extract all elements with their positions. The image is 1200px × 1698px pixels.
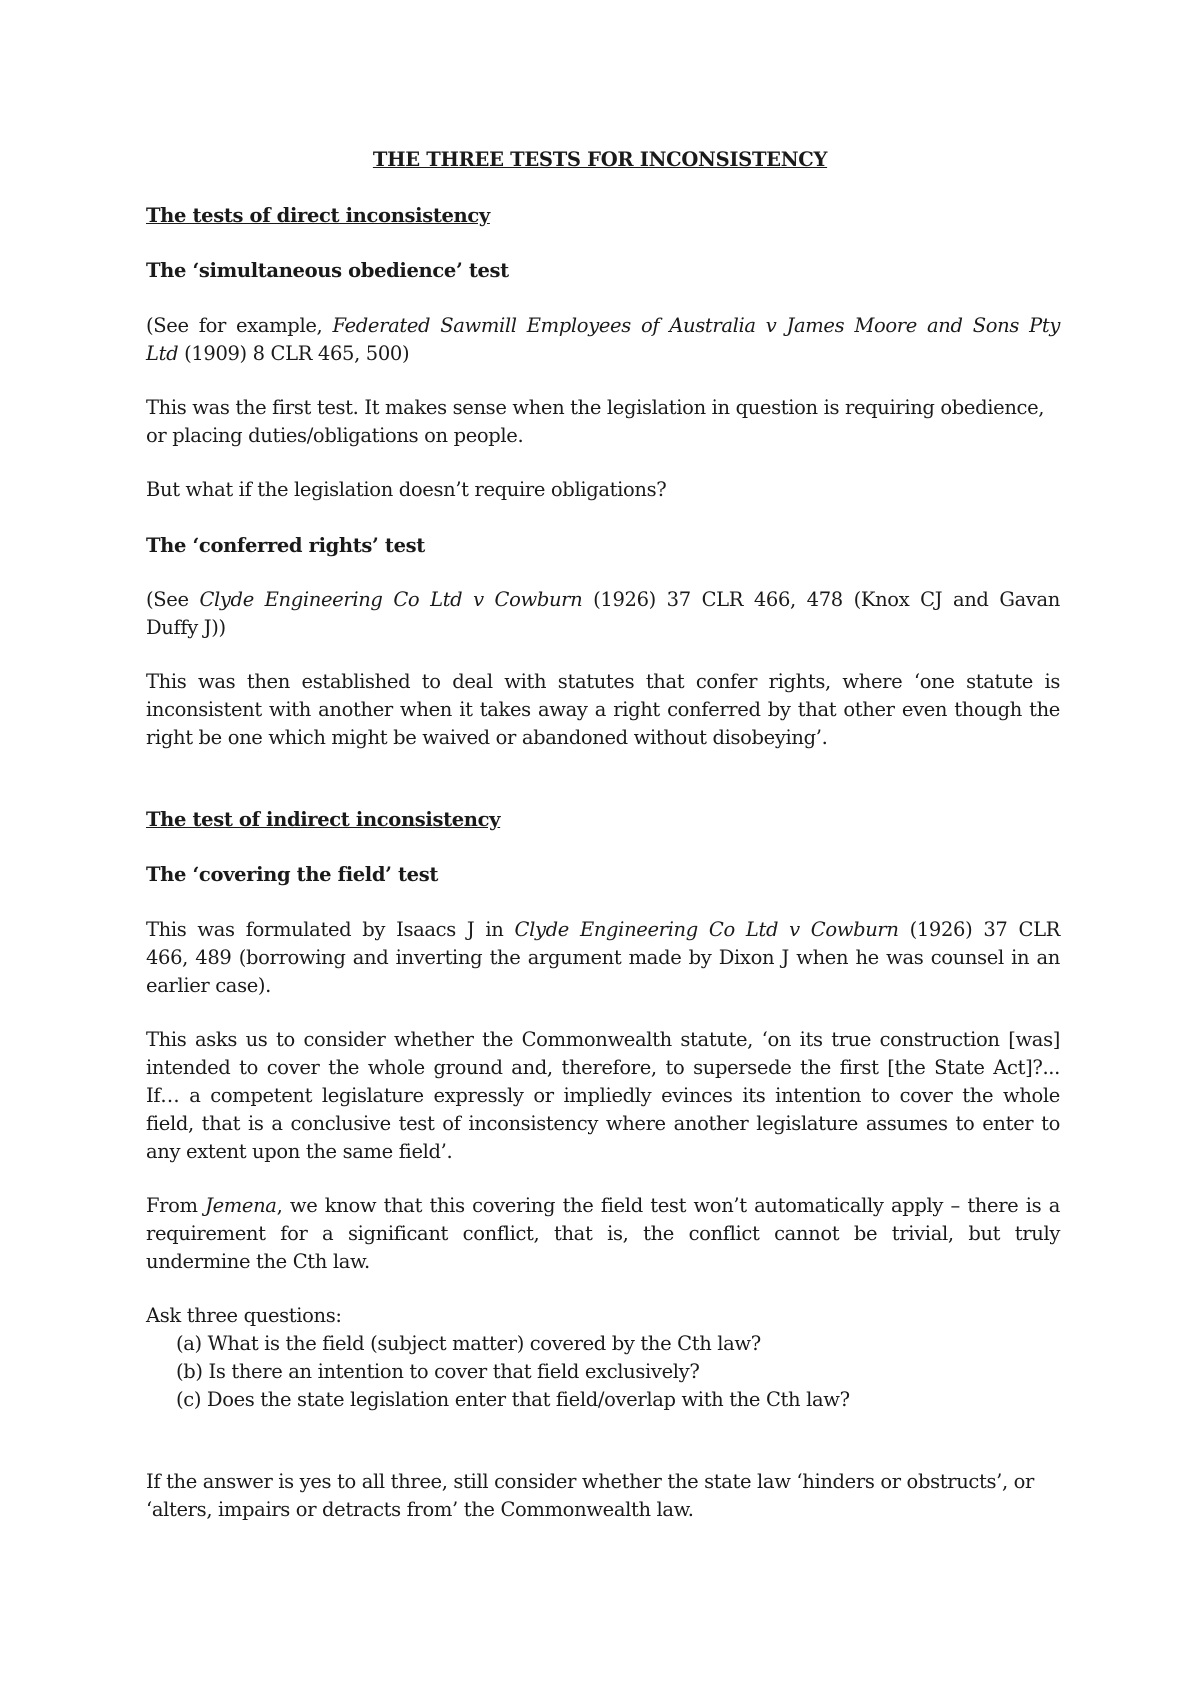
- paragraph-line: [146, 1192, 1060, 1220]
- paragraph-line: If the answer is yes to all three, still consider whether the state law ‘hinders or obstructs’, or: [146, 1470, 1035, 1493]
- subheading-simultaneous-obedience: The ‘simultaneous obedience’ test: [146, 259, 509, 282]
- list-item: (a) What is the field (subject matter) covered by the Cth law?: [176, 1332, 761, 1355]
- paragraph-line: right be one which might be waived or abandoned without disobeying’.: [146, 726, 828, 749]
- citation-line-2: Duffy J)): [146, 616, 226, 639]
- paragraph-line: undermine the Cth law.: [146, 1250, 370, 1273]
- paragraph-line: This was the first test. It makes sense when the legislation in question is requiring obedience,: [146, 396, 1045, 419]
- subheading-covering-the-field: The ‘covering the field’ test: [146, 863, 439, 886]
- paragraph-line: ‘alters, impairs or detracts from’ the Commonwealth law.: [146, 1498, 694, 1521]
- paragraph-line: But what if the legislation doesn’t require obligations?: [146, 478, 667, 501]
- paragraph-text: This was formulated by Isaacs J in: [146, 918, 515, 941]
- paragraph-line: 466, 489 (borrowing and inverting the argument made by Dixon J when he was counsel in an: [146, 946, 1060, 969]
- list-item: (b) Is there an intention to cover that field exclusively?: [176, 1360, 700, 1383]
- paragraph-line: field, that is a conclusive test of inconsistency where another legislature assumes to enter to: [146, 1112, 1060, 1135]
- paragraph-text: , we know that this covering the field test won’t automatically apply – there is a: [276, 1194, 1061, 1217]
- citation-text: (1926) 37 CLR 466, 478 (Knox CJ and Gavan: [582, 588, 1060, 611]
- section-heading-direct: The tests of direct inconsistency: [146, 204, 490, 227]
- paragraph-line: requirement for a significant conflict, that is, the conflict cannot be trivial, but truly: [146, 1222, 1060, 1245]
- case-name: Federated Sawmill Employees of Australia v James Moore and Sons Pty: [332, 314, 1061, 337]
- citation-text: (See for example,: [146, 314, 333, 337]
- case-name: Ltd: [146, 342, 179, 365]
- paragraph-line: inconsistent with another when it takes away a right conferred by that other even though the: [146, 698, 1060, 721]
- paragraph-line: This asks us to consider whether the Commonwealth statute, ‘on its true construction [was]: [146, 1028, 1060, 1051]
- paragraph-line: earlier case).: [146, 974, 272, 997]
- section-heading-indirect: The test of indirect inconsistency: [146, 808, 501, 831]
- subheading-conferred-rights: The ‘conferred rights’ test: [146, 534, 425, 557]
- citation-line-2: [146, 340, 1060, 368]
- list-item: (c) Does the state legislation enter that field/overlap with the Cth law?: [176, 1388, 850, 1411]
- citation-line-1: [146, 586, 1060, 614]
- paragraph-line: any extent upon the same field’.: [146, 1140, 453, 1163]
- paragraph-line: If… a competent legislature expressly or impliedly evinces its intention to cover the whole: [146, 1084, 1060, 1107]
- questions-intro: Ask three questions:: [146, 1304, 342, 1327]
- case-name: Clyde Engineering Co Ltd v Cowburn: [199, 588, 583, 611]
- citation-text: (See: [146, 588, 200, 611]
- paragraph-line: [146, 916, 1060, 944]
- citation-text: (1909) 8 CLR 465, 500): [178, 342, 410, 365]
- citation-line-1: [146, 312, 1060, 340]
- paragraph-line: intended to cover the whole ground and, therefore, to supersede the first [the State Act]?...: [146, 1056, 1060, 1079]
- case-name: Jemena: [205, 1194, 277, 1217]
- paragraph-line: This was then established to deal with statutes that confer rights, where ‘one statute is: [146, 670, 1060, 693]
- case-name: Clyde Engineering Co Ltd v Cowburn: [514, 918, 899, 941]
- paragraph-text: (1926) 37 CLR: [898, 918, 1060, 941]
- document-title: THE THREE TESTS FOR INCONSISTENCY: [372, 148, 828, 171]
- paragraph-text: From: [146, 1194, 206, 1217]
- paragraph-line: or placing duties/obligations on people.: [146, 424, 524, 447]
